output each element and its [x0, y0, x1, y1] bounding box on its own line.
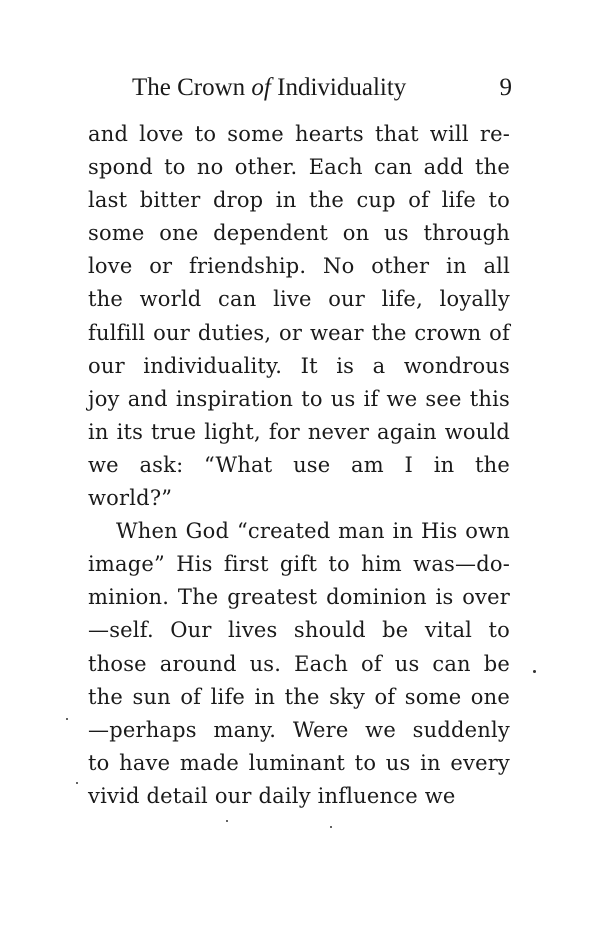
- running-head-title-part2: Individuality: [270, 74, 407, 101]
- text-line: love or friendship. No other in all: [88, 254, 510, 279]
- text-line: image” His first gift to him was—do-: [88, 552, 510, 577]
- text-line: joy and inspiration to us if we see this: [88, 386, 510, 411]
- text-line: When God “created man in His own: [116, 519, 510, 544]
- page-number: 9: [499, 74, 512, 101]
- text-line: some one dependent on us through: [88, 221, 510, 246]
- print-speck: [226, 820, 228, 822]
- text-line: the world can live our life, loyally: [88, 287, 510, 312]
- body-text: [88, 118, 510, 813]
- running-head: [132, 70, 512, 106]
- text-line: last bitter drop in the cup of life to: [88, 188, 510, 213]
- text-line: the sun of life in the sky of some one: [88, 684, 510, 709]
- text-line: in its true light, for never again would: [88, 419, 510, 444]
- print-speck: [76, 782, 78, 784]
- running-head-title: [132, 74, 406, 101]
- text-line: those around us. Each of us can be: [88, 651, 510, 676]
- text-line: world?”: [88, 486, 173, 511]
- text-line: to have made luminant to us in every: [88, 750, 510, 775]
- running-head-title-part1: The Crown: [132, 74, 252, 101]
- print-speck: [533, 670, 536, 673]
- text-line: we ask: “What use am I in the: [88, 452, 510, 477]
- print-speck: [330, 826, 332, 828]
- running-head-title-italic: of: [251, 74, 271, 101]
- text-line: and love to some hearts that will re-: [88, 122, 510, 146]
- text-line: our individuality. It is a wondrous: [88, 353, 510, 378]
- text-line: spond to no other. Each can add the: [88, 155, 510, 180]
- text-line: —perhaps many. Were we suddenly: [88, 717, 510, 742]
- text-line: minion. The greatest dominion is over: [88, 585, 510, 610]
- text-line: —self. Our lives should be vital to: [88, 618, 510, 643]
- paragraph: [88, 515, 510, 813]
- text-line: fulfill our duties, or wear the crown of: [88, 320, 510, 345]
- paragraph: [88, 118, 510, 515]
- text-line: vivid detail our daily influence we: [88, 783, 456, 808]
- print-speck: [66, 718, 68, 720]
